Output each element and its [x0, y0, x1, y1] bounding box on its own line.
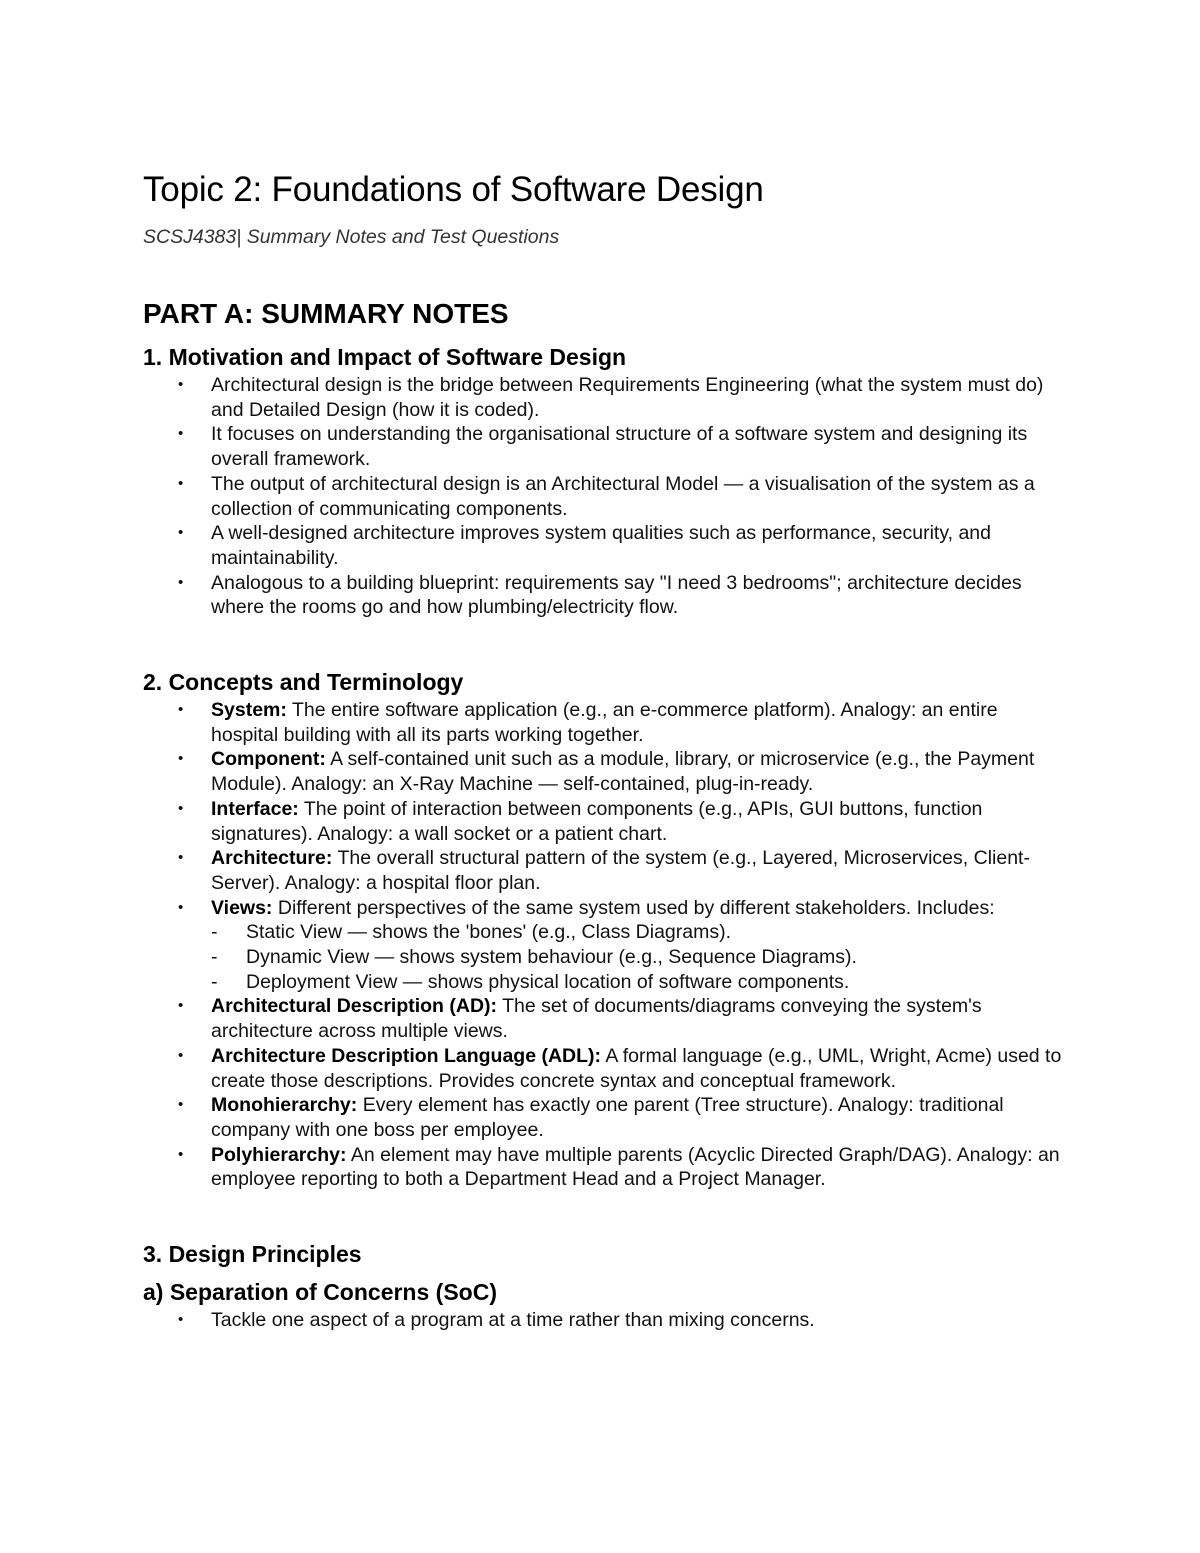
term-label: Component: — [211, 748, 326, 771]
list-item — [143, 1093, 1063, 1142]
dash-icon: - — [211, 921, 218, 944]
bullet-icon: • — [178, 573, 184, 591]
list-item-text: It focuses on understanding the organisational structure of a software system and designing its overall framework. — [211, 423, 1028, 471]
bullet-icon: • — [178, 799, 184, 817]
list-item — [143, 571, 1063, 620]
list-item — [143, 747, 1063, 796]
term-definition: The overall structural pattern of the system (e.g., Layered, Microservices, Client-Server). Analogy: a hospital floor plan. — [211, 847, 1030, 894]
list-item-text: A well-designed architecture improves system qualities such as performance, security, and maintainability. — [211, 522, 991, 569]
list-item — [143, 846, 1063, 895]
list-item-text: The output of architectural design is an Architectural Model — a visualisation of the system as a collection of communicating components. — [211, 472, 1035, 520]
document-page — [143, 166, 1063, 1333]
term-definition: The point of interaction between components (e.g., APIs, GUI buttons, function signatures). Analogy: a wall socket or a patient chart. — [211, 797, 983, 845]
term-label: Architecture: — [211, 847, 333, 870]
term-definition: A self-contained unit such as a module, library, or microservice (e.g., the Payment Module). Analogy: an X-Ray Machine — self-contained, plug-in-ready. — [211, 748, 1035, 796]
section-2-heading: 2. Concepts and Terminology — [143, 669, 464, 696]
bullet-icon: • — [178, 701, 184, 719]
term-definition: An element may have multiple parents (Acyclic Directed Graph/DAG). Analogy: an employee reporting to both a Department Head and a Project Manager. — [211, 1143, 1060, 1191]
bullet-icon: • — [178, 750, 184, 768]
bullet-icon: • — [178, 376, 184, 393]
views-sub-item — [211, 970, 1063, 995]
list-item — [143, 896, 1063, 995]
list-item — [143, 521, 1063, 570]
views-sub-item-text: Dynamic View — shows system behaviour (e.g., Sequence Diagrams). — [246, 946, 857, 969]
part-a-heading: PART A: SUMMARY NOTES — [143, 298, 509, 329]
bullet-icon: • — [178, 425, 184, 443]
dash-icon: - — [211, 970, 218, 993]
list-item — [143, 698, 1063, 747]
term-label: System: — [211, 699, 287, 722]
list-item — [143, 472, 1063, 521]
bullet-icon: • — [178, 997, 184, 1015]
bullet-icon: • — [178, 1046, 184, 1064]
document-subtitle: SCSJ4383| Summary Notes and Test Questions — [143, 226, 560, 248]
term-label: Polyhierarchy: — [211, 1143, 347, 1166]
term-definition: Different perspectives of the same system used by different stakeholders. Includes: — [272, 896, 995, 919]
term-label: Architecture Description Language (ADL): — [211, 1044, 602, 1067]
list-item — [143, 797, 1063, 846]
views-sub-item-text: Deployment View — shows physical location of software components. — [246, 970, 850, 993]
list-item — [143, 1044, 1063, 1093]
term-label: Monohierarchy: — [211, 1094, 358, 1117]
list-item — [143, 1308, 1063, 1333]
section-2-list — [143, 698, 1063, 1192]
section-1-list — [143, 373, 1063, 620]
list-item — [143, 373, 1063, 422]
list-item-text: Architectural design is the bridge between Requirements Engineering (what the system must do) and Detailed Design (how it is coded). — [211, 374, 1044, 421]
bullet-icon: • — [178, 1311, 184, 1329]
bullet-icon: • — [178, 898, 184, 916]
section-3a-heading: a) Separation of Concerns (SoC) — [143, 1279, 497, 1306]
views-sub-item — [211, 920, 1063, 945]
bullet-icon: • — [178, 849, 184, 867]
term-label: Interface: — [211, 797, 299, 820]
section-1-heading: 1. Motivation and Impact of Software Design — [143, 344, 627, 370]
list-item — [143, 994, 1063, 1043]
list-item-text: Tackle one aspect of a program at a time rather than mixing concerns. — [211, 1309, 815, 1332]
document-title: Topic 2: Foundations of Software Design — [143, 170, 764, 209]
views-sub-item-text: Static View — shows the 'bones' (e.g., Class Diagrams). — [246, 921, 732, 944]
list-item — [143, 422, 1063, 471]
term-definition: The entire software application (e.g., an e-commerce platform). Analogy: an entire hospital building with all its parts working together. — [211, 699, 998, 746]
bullet-icon: • — [178, 474, 184, 492]
list-item-text: Analogous to a building blueprint: requirements say "I need 3 bedrooms"; architecture decides where the rooms go and how plumbing/electricity flow. — [211, 571, 1022, 619]
list-item — [143, 1143, 1063, 1192]
dash-icon: - — [211, 946, 218, 969]
term-definition: The set of documents/diagrams conveying the system's architecture across multiple views. — [211, 995, 982, 1043]
term-label: Architectural Description (AD): — [211, 995, 498, 1018]
term-definition: A formal language (e.g., UML, Wright, Acme) used to create those descriptions. Provides concrete syntax and conceptual framework. — [211, 1044, 1062, 1092]
term-definition: Every element has exactly one parent (Tree structure). Analogy: traditional company with one boss per employee. — [211, 1094, 1004, 1141]
term-label: Views: — [211, 896, 273, 919]
bullet-icon: • — [178, 1096, 184, 1114]
section-3-heading: 3. Design Principles — [143, 1241, 362, 1268]
bullet-icon: • — [178, 1145, 184, 1163]
views-sub-item — [211, 945, 1063, 970]
bullet-icon: • — [178, 524, 184, 542]
section-3a-list — [143, 1308, 1063, 1333]
